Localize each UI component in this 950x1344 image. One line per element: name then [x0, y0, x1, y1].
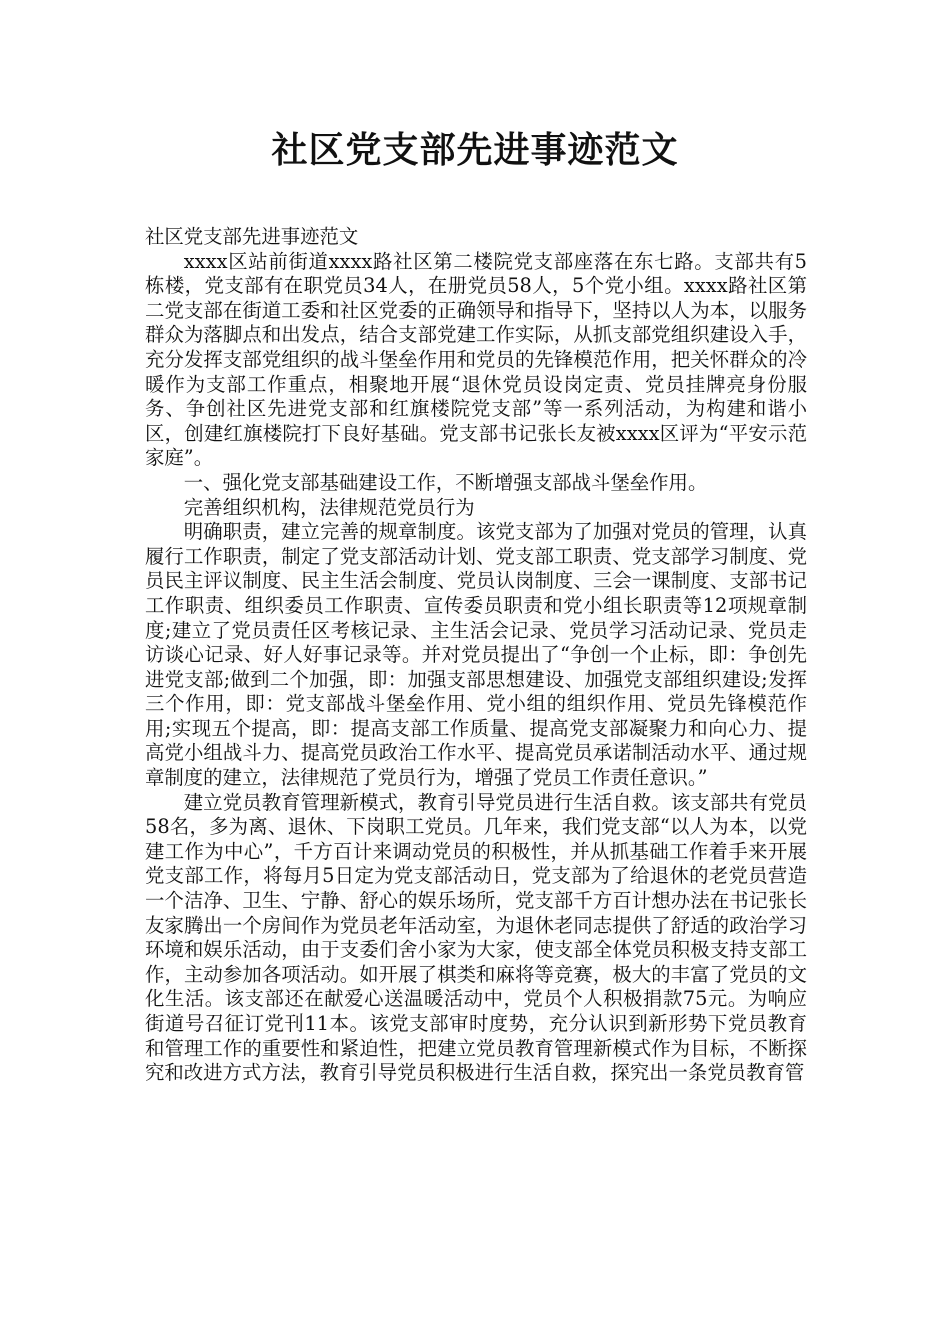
body-paragraph: 明确职责，建立完善的规章制度。该党支部为了加强对党员的管理，认真履行工作职责，制定了党支部活动计划、党支部工职责、党支部学习制度、党员民主评议制度、民主生活会制度、党员认岗制度、三会一课制度、支部书记工作职责、组织委员工作职责、宣传委员职责和党小组长职责等12项规章制度;建立了党员责任区考核记录、主生活会记录、党员学习活动记录、党员走访谈心记录、好人好事记录等。并对党员提出了“争创一个止标，即：争创先进党支部;做到二个加强，即：加强支部思想建设、加强党支部组织建设;发挥三个作用，即：党支部战斗堡垒作用、党小组的组织作用、党员先锋模范作用;实现五个提高，即：提高支部工作质量、提高党支部凝聚力和向心力、提高党小组战斗力、提高党员政治工作水平、提高党员承诺制活动水平、通过规章制度的建立，法律规范了党员行为，增强了党员工作责任意识。” [145, 520, 807, 790]
section-heading: 一、强化党支部基础建设工作，不断增强支部战斗堡垒作用。 [183, 470, 708, 494]
subsection-heading: 完善组织机构，法律规范党员行为 [183, 495, 475, 519]
subtitle-paragraph: 社区党支部先进事迹范文 [145, 225, 359, 248]
body-paragraph: 建立党员教育管理新模式，教育引导党员进行生活自救。该支部共有党员58名，多为离、退休、下岗职工党员。几年来，我们党支部“以人为本，以党建工作为中心”，千方百计来调动党员的积极性，并从抓基础工作着手来开展党支部工作，将每月5日定为党支部活动日，党支部为了给退休的老党员营造一个洁净、卫生、宁静、舒心的娱乐场所，党支部千方百计想办法在书记张长友家腾出一个房间作为党员老年活动室，为退休老同志提供了舒适的政治学习环境和娱乐活动，由于支委们舍小家为大家，使支部全体党员积极支持支部工作，主动参加各项活动。如开展了棋类和麻将等竞赛，极大的丰富了党员的文化生活。该支部还在献爱心送温暖活动中，党员个人积极捐款75元。为响应街道号召征订党刊11本。该党支部审时度势，充分认识到新形势下党员教育和管理工作的重要性和紧迫性，把建立党员教育管理新模式作为目标，不断探究和改进方式方法，教育引导党员积极进行生活自救，探究出一条党员教育管 [145, 790, 807, 1085]
intro-paragraph: xxxx区站前街道xxxx路社区第二楼院党支部座落在东七路。支部共有5栋楼，党支部有在职党员34人，在册党员58人，5个党小组。xxxx路社区第二党支部在街道工委和社区党委的正确领导和指导下，坚持以人为本，以服务群众为落脚点和出发点，结合支部党建工作实际，从抓支部党组织建设入手，充分发挥支部党组织的战斗堡垒作用和党员的先锋模范作用，把关怀群众的冷暖作为支部工作重点，相聚地开展“退休党员设岗定责、党员挂牌亮身份服务、争创社区先进党支部和红旗楼院党支部”等一系列活动，为构建和谐小区，创建红旗楼院打下良好基础。党支部书记张长友被xxxx区评为“平安示范家庭”。 [145, 249, 807, 470]
document-title: 社区党支部先进事迹范文 [271, 130, 679, 171]
document-body [145, 225, 807, 1086]
